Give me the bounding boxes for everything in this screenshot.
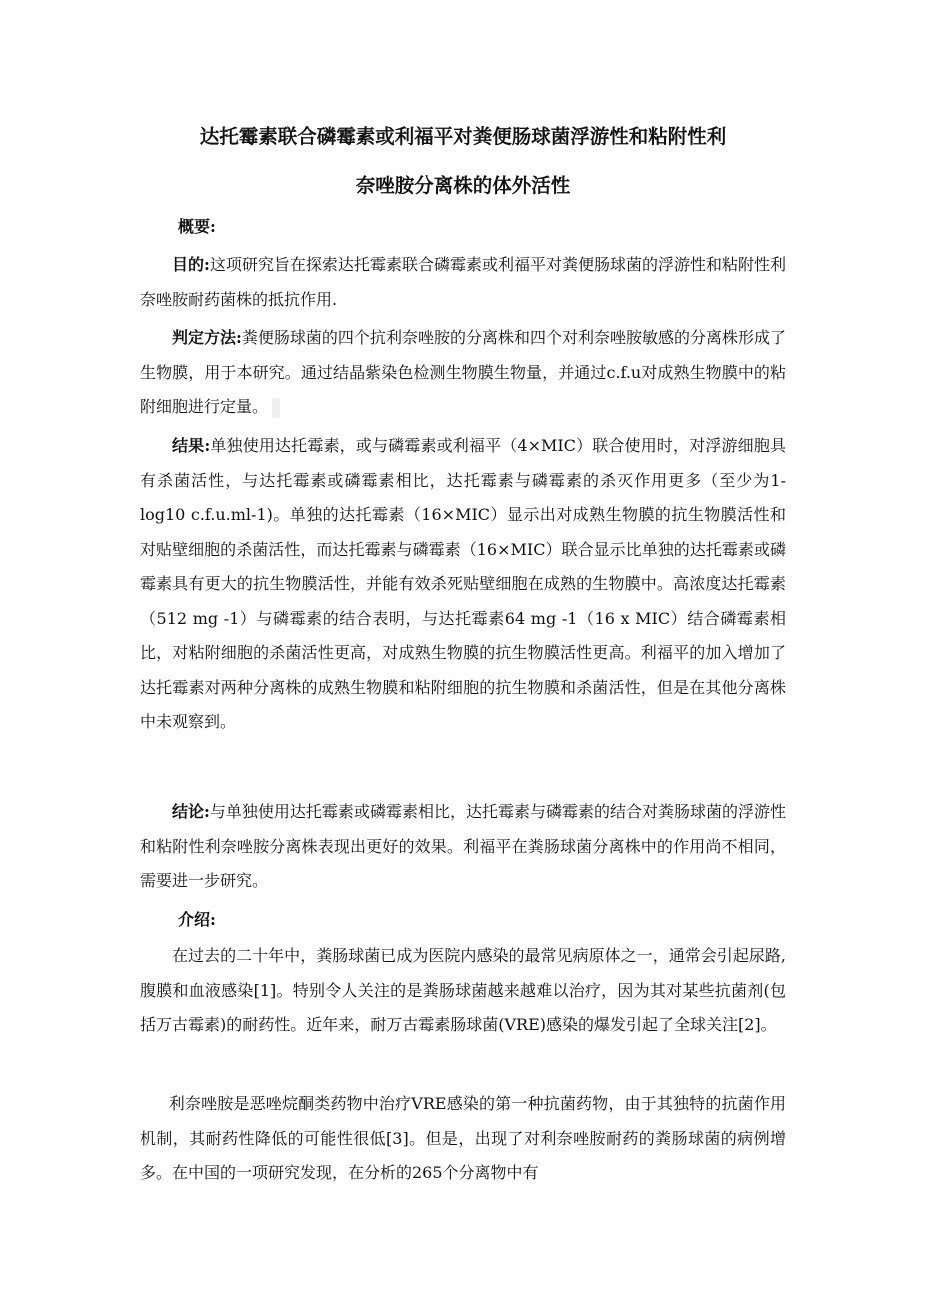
results-text: 单独使用达托霉素，或与磷霉素或利福平（4×MIC）联合使用时，对浮游细胞具有杀菌活性，与达托霉素或磷霉素相比，达托霉素与磷霉素的杀灭作用更多（至少为1-log10 c.f.u.ml-1)。单独的达托霉素（16×MIC）显示出对成熟生物膜的抗生物膜活性和对贴壁细胞的杀菌活性，而达托霉素与磷霉素（16×MIC）联合显示比单独的达托霉素或磷霉素具有更大的抗生物膜活性，并能有效杀死贴壁细胞在成熟的生物膜中。高浓度达托霉素（512 mg -1）与磷霉素的结合表明，与达托霉素64 mg -1（16 x MIC）结合磷霉素相比，对粘附细胞的杀菌活性更高，对成熟生物膜的抗生物膜活性更高。利福平的加入增加了达托霉素对两种分离株的成熟生物膜和粘附细胞的抗生物膜和杀菌活性，但是在其他分离株中未观察到。	[140, 436, 786, 731]
abstract-heading: 概要:	[178, 217, 216, 236]
paper-title-line-1: 达托霉素联合磷霉素或利福平对粪便肠球菌浮游性和粘附性利	[199, 125, 727, 148]
conclusion-label: 结论:	[172, 802, 210, 821]
methods-label: 判定方法:	[172, 328, 242, 347]
highlight-mark	[272, 398, 280, 418]
conclusion-text: 与单独使用达托霉素或磷霉素相比，达托霉素与磷霉素的结合对粪肠球菌的浮游性和粘附性利奈唑胺分离株表现出更好的效果。利福平在粪肠球菌分离株中的作用尚不相同，需要进一步研究。	[140, 802, 786, 890]
objective-paragraph	[140, 248, 786, 317]
methods-paragraph	[140, 321, 786, 425]
methods-text: 粪便肠球菌的四个抗利奈唑胺的分离株和四个对利奈唑胺敏感的分离株形成了生物膜，用于本研究。通过结晶紫染色检测生物膜生物量，并通过c.f.u对成熟生物膜中的粘附细胞进行定量。	[140, 328, 786, 416]
objective-label: 目的:	[172, 255, 210, 274]
conclusion-paragraph	[140, 795, 786, 899]
results-label: 结果:	[172, 436, 211, 455]
introduction-paragraph-2: 利奈唑胺是恶唑烷酮类药物中治疗VRE感染的第一种抗菌药物，由于其独特的抗菌作用机制，其耐药性降低的可能性很低[3]。但是，出现了对利奈唑胺耐药的粪肠球菌的病例增多。在中国的一项研究发现，在分析的265个分离物中有	[140, 1094, 786, 1182]
objective-text: 这项研究旨在探索达托霉素联合磷霉素或利福平对粪便肠球菌的浮游性和粘附性利奈唑胺耐药菌株的抵抗作用.	[140, 255, 786, 309]
introduction-heading: 介绍:	[178, 910, 216, 929]
paper-title-line-2: 奈唑胺分离株的体外活性	[355, 174, 571, 197]
introduction-paragraph-1: 在过去的二十年中，粪肠球菌已成为医院内感染的最常见病原体之一，通常会引起尿路,腹膜和血液感染[1]。特别令人关注的是粪肠球菌越来越难以治疗，因为其对某些抗菌剂(包括万古霉素)的耐药性。近年来，耐万古霉素肠球菌(VRE)感染的爆发引起了全球关注[2]。	[140, 946, 786, 1034]
results-paragraph	[140, 429, 786, 740]
